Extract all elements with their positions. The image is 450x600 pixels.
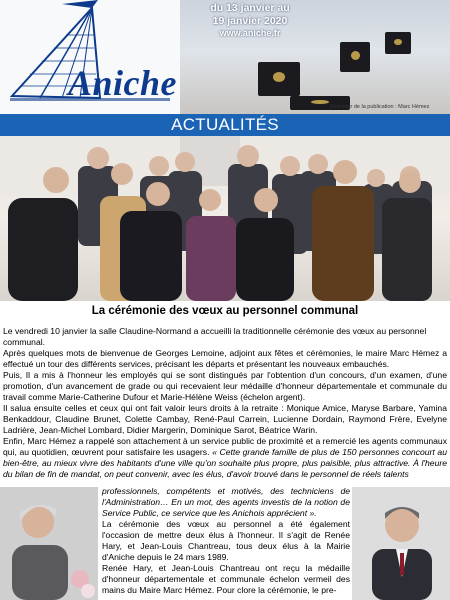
- medal-box-image: [258, 62, 300, 96]
- article-intro: Le vendredi 10 janvier la salle Claudine-Normand a accueilli la traditionnelle cérémonie des vœux au personnel communal.: [3, 326, 427, 347]
- paragraph-4: [3, 436, 447, 480]
- section-title: ACTUALITÉS: [171, 115, 279, 134]
- date-line-2: 19 janvier 2020: [212, 14, 288, 27]
- event-dates: [190, 2, 310, 40]
- header: [0, 0, 450, 114]
- article-paragraph: [3, 348, 447, 480]
- logo-text: Aniche: [68, 63, 178, 103]
- website-url[interactable]: www.aniche.fr: [219, 28, 281, 38]
- medal-box-image: [385, 32, 411, 54]
- photo-jean-louis-chantreau: [352, 487, 450, 600]
- date-line-1: du 13 janvier au: [210, 2, 290, 14]
- paragraph-4-text: Enfin, Marc Hémez a rappelé son attachement à un service public de proximité et a remercié les agents communaux qui, au quotidien, œuvrent pour satisfaire les usagers.: [3, 436, 447, 457]
- medal-box-image: [340, 42, 370, 72]
- paragraph-2: Puis, Il a mis à l'honneur les employés qui se sont distingués par l'obtention d'un concours, d'un examen, d'une promotion, d'un avancement de grade ou qui recevaient leur médaille d'honneur départementale et communale du travail comme Marie-Catherine Dufour et Marie-Hélène Weiss (échelon argent).: [3, 370, 447, 402]
- group-photo: [0, 136, 450, 301]
- article-title: La cérémonie des vœux au personnel communal: [91, 305, 359, 317]
- photo-renee-hary: [0, 487, 98, 600]
- article-column-text: [102, 486, 350, 596]
- section-banner: [0, 114, 450, 136]
- paragraph-4-quote: « Cette grande famille de plus de 150 personnes concourt au bien-être, au mieux vivre des habitants d'une ville qu'on souhaite plus propre, plus paisible, plus attractive. À l'heure du bilan de fin de mandat, on peut convenir, avec les élus, d'avoir trouvé dans le personnel de réels talents: [3, 447, 447, 479]
- aniche-logo: [0, 0, 185, 114]
- paragraph-6: Renée Hary, et Jean-Louis Chantreau ont reçu la médaille d'honneur départementale et communale échelon vermeil des mains du Maire Marc Hémez. Pour clore la cérémonie, le pre-: [102, 563, 350, 595]
- publication-credit: Directeur de la publication : Marc Hémez: [330, 104, 430, 110]
- paragraph-1: Après quelques mots de bienvenue de Georges Lemoine, adjoint aux fêtes et cérémonies, le maire Marc Hémez a effectué un tour des différents services, précisant les départs et présentant les nouveaux embauchés.: [3, 348, 447, 369]
- portrait-man-image: [352, 487, 450, 600]
- paragraph-5: La cérémonie des vœux au personnel a été également l'occasion de mettre deux élus à l'honneur. Il s'agit de Renée Hary, et Jean-Louis Chantreau, tous deux élus à la Mairie d'Aniche depuis le 24 mars 1989.: [102, 519, 350, 562]
- portrait-woman-image: [0, 487, 98, 600]
- paragraph-4-quote-cont: professionnels, compétents et motivés, des techniciens de l'Administration… En un mot, des agents investis de la notion de Service Public, ce service que les Anichois apprécient ».: [102, 486, 350, 518]
- group-photo-image: [0, 136, 450, 301]
- paragraph-3: Il salua ensuite celles et ceux qui ont fait valoir leurs droits à la retraite : Monique Amice, Maryse Barbare, Yamina Benkaddour, Claudine Brunet, Colette Cambay, René-Paul Carrein, Lucienne Dordain, Raymond Frère, Evelyne Ladrière, Jean-Michel Lombard, Didier Margerin, Dominique Sarot, Béatrice Warin.: [3, 403, 447, 435]
